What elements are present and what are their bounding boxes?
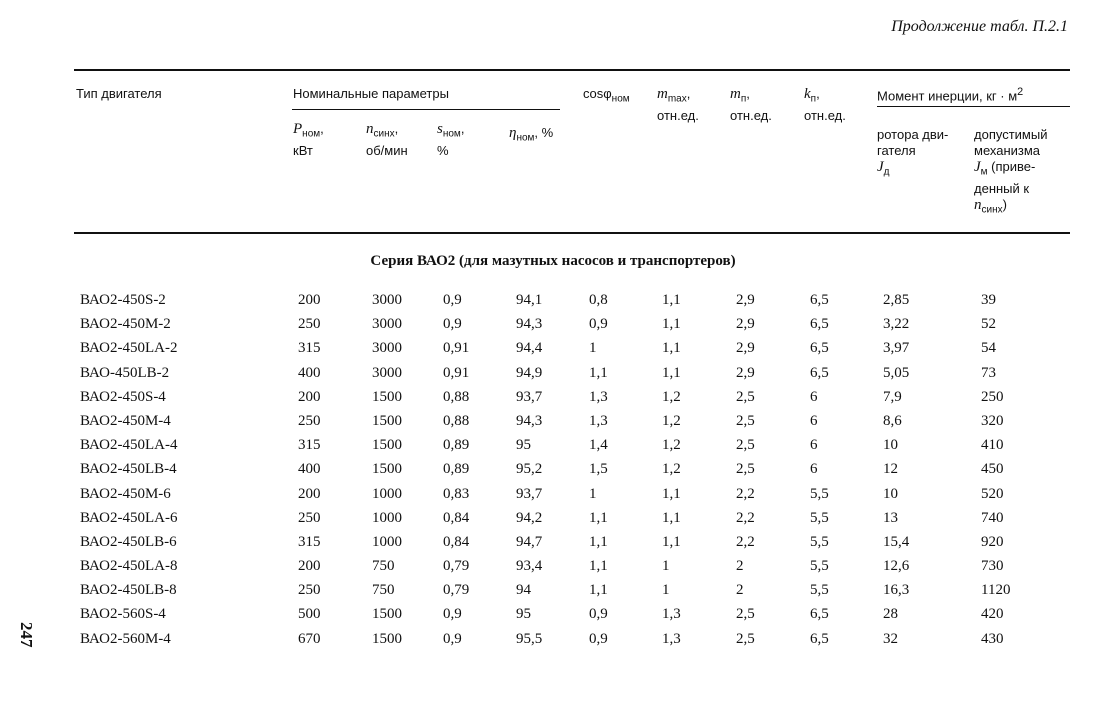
cell-type: ВАО2-450S-4	[80, 388, 166, 405]
cell-j-mechanism: 520	[981, 485, 1004, 502]
header-cos-symbol: cosφ	[583, 86, 612, 101]
header-m-p-sub: п	[740, 93, 747, 105]
cell-cos-phi: 1,1	[589, 509, 608, 526]
cell-type: ВАО2-560S-4	[80, 606, 166, 623]
cell-cos-phi: 0,8	[589, 292, 608, 308]
cell-k-p: 6,5	[810, 316, 829, 333]
cell-n-sync: 1500	[372, 437, 402, 454]
cell-eta-nom: 94,7	[516, 533, 543, 550]
cell-type: ВАО2-450LA-8	[80, 558, 178, 575]
header-eta-nom-tail: , %	[534, 125, 554, 140]
cell-type: ВАО2-450LA-6	[80, 509, 178, 526]
cell-m-max: 1,1	[662, 340, 681, 357]
cell-j-rotor: 32	[883, 630, 898, 647]
cell-n-sync: 750	[372, 558, 395, 575]
header-mech-line5-tail: )	[1002, 196, 1007, 212]
cell-j-rotor: 5,05	[883, 364, 910, 381]
header-eta-nom-symbol: η	[509, 125, 517, 141]
cell-cos-phi: 1,1	[589, 364, 608, 381]
cell-type: ВАО-450LB-2	[80, 364, 170, 381]
header-k-p	[804, 86, 846, 124]
cell-m-max: 1,1	[662, 485, 681, 502]
cell-j-mechanism: 430	[981, 630, 1004, 647]
cell-p-nom: 200	[298, 485, 321, 502]
cell-type: ВАО2-450LA-4	[80, 437, 178, 454]
cell-m-p: 2,5	[736, 461, 755, 478]
nominal-params-rule	[292, 109, 560, 110]
cell-type: ВАО2-560М-4	[80, 630, 171, 647]
table-row	[0, 556, 1106, 580]
cell-j-mechanism: 450	[981, 461, 1004, 478]
header-eta-nom-sub: ном	[516, 132, 535, 144]
table-row	[0, 604, 1106, 628]
header-k-p-unit: отн.ед.	[804, 107, 846, 123]
cell-n-sync: 3000	[372, 340, 402, 357]
cell-j-rotor: 12	[883, 461, 898, 478]
cell-type: ВАО2-450LB-4	[80, 461, 177, 478]
header-s-nom-unit: %	[437, 142, 449, 158]
header-rotor-line1: ротора дви-	[877, 127, 949, 142]
cell-cos-phi: 1	[589, 485, 597, 502]
cell-m-p: 2,5	[736, 606, 755, 623]
header-n-sync-tail: ,	[394, 121, 399, 136]
cell-m-p: 2,9	[736, 364, 755, 381]
header-k-p-sub: п	[810, 93, 817, 105]
cell-j-mechanism: 320	[981, 412, 1004, 429]
header-s-nom	[437, 121, 464, 159]
cell-j-mechanism: 420	[981, 606, 1004, 623]
cell-m-max: 1,1	[662, 364, 681, 381]
cell-s-nom: 0,91	[443, 364, 470, 381]
header-n-sync-symbol: n	[366, 121, 374, 137]
cell-cos-phi: 1	[589, 340, 597, 357]
cell-m-p: 2,9	[736, 292, 755, 308]
cell-m-p: 2,5	[736, 388, 755, 405]
table-row	[0, 435, 1106, 459]
header-inertia-sup: 2	[1017, 86, 1024, 98]
cell-p-nom: 500	[298, 606, 321, 623]
cell-j-mechanism: 54	[981, 340, 996, 357]
header-n-sync-sub: синх	[373, 128, 395, 140]
header-m-p-tail: ,	[746, 86, 750, 101]
table-row	[0, 580, 1106, 604]
cell-m-max: 1	[662, 558, 670, 575]
cell-s-nom: 0,83	[443, 485, 470, 502]
header-m-p	[730, 86, 772, 124]
cell-s-nom: 0,79	[443, 558, 470, 575]
cell-m-max: 1,1	[662, 533, 681, 550]
header-s-nom-symbol: s	[437, 121, 443, 137]
cell-n-sync: 1500	[372, 630, 402, 647]
header-m-p-symbol: m	[730, 86, 741, 102]
cell-j-rotor: 15,4	[883, 533, 910, 550]
table-row	[0, 314, 1106, 338]
cell-p-nom: 250	[298, 316, 321, 333]
cell-type: ВАО2-450М-2	[80, 316, 171, 333]
header-eta-nom	[509, 125, 553, 147]
cell-n-sync: 1500	[372, 606, 402, 623]
header-p-nom-tail: ,	[320, 121, 324, 136]
cell-s-nom: 0,89	[443, 461, 470, 478]
header-nominal: Номинальные параметры	[293, 86, 449, 101]
cell-m-max: 1,1	[662, 292, 681, 308]
header-mech-line1: допустимый	[974, 127, 1048, 142]
page-number: 247	[17, 622, 36, 648]
cell-k-p: 6	[810, 412, 818, 429]
cell-j-mechanism: 1120	[981, 582, 1011, 599]
cell-m-p: 2,9	[736, 340, 755, 357]
cell-k-p: 6,5	[810, 630, 829, 647]
cell-type: ВАО2-450LB-8	[80, 582, 177, 599]
header-mech-sub: м	[980, 166, 988, 178]
cell-k-p: 5,5	[810, 509, 829, 526]
cell-m-p: 2,2	[736, 533, 755, 550]
header-m-max-unit: отн.ед.	[657, 107, 699, 123]
cell-s-nom: 0,9	[443, 292, 462, 308]
header-mech-line3: (приве-	[987, 159, 1036, 174]
cell-j-mechanism: 410	[981, 437, 1004, 454]
table-row	[0, 629, 1106, 653]
cell-n-sync: 750	[372, 582, 395, 599]
table-row	[0, 484, 1106, 508]
cell-k-p: 6,5	[810, 364, 829, 381]
header-rotor-line2: гателя	[877, 143, 916, 158]
header-mech-line4: денный к	[974, 180, 1030, 196]
cell-eta-nom: 94,3	[516, 412, 543, 429]
cell-n-sync: 1000	[372, 533, 402, 550]
cell-p-nom: 200	[298, 388, 321, 405]
cell-type: ВАО2-450S-2	[80, 292, 166, 308]
cell-j-rotor: 3,22	[883, 316, 910, 333]
cell-s-nom: 0,84	[443, 533, 470, 550]
cell-cos-phi: 1,4	[589, 437, 608, 454]
cell-eta-nom: 95	[516, 606, 531, 623]
cell-j-rotor: 2,85	[883, 292, 910, 308]
cell-j-mechanism: 730	[981, 558, 1004, 575]
cell-j-mechanism: 920	[981, 533, 1004, 550]
cell-j-rotor: 10	[883, 437, 898, 454]
cell-eta-nom: 93,4	[516, 558, 543, 575]
inertia-rule	[877, 106, 1070, 107]
header-m-p-unit: отн.ед.	[730, 107, 772, 123]
cell-j-rotor: 13	[883, 509, 898, 526]
header-p-nom-unit: кВт	[293, 142, 313, 158]
cell-k-p: 5,5	[810, 558, 829, 575]
cell-eta-nom: 94,2	[516, 509, 543, 526]
cell-j-mechanism: 73	[981, 364, 996, 381]
header-mech-line2: механизма	[974, 143, 1041, 158]
cell-eta-nom: 93,7	[516, 485, 543, 502]
cell-cos-phi: 0,9	[589, 316, 608, 333]
cell-m-max: 1,2	[662, 388, 681, 405]
cell-cos-phi: 1,5	[589, 461, 608, 478]
cell-m-max: 1,1	[662, 509, 681, 526]
header-s-nom-tail: ,	[460, 121, 465, 136]
header-m-max	[657, 86, 699, 124]
cell-p-nom: 400	[298, 461, 321, 478]
header-rotor-symbol: J	[877, 159, 884, 175]
cell-n-sync: 1000	[372, 509, 402, 526]
cell-eta-nom: 94,4	[516, 340, 543, 357]
cell-p-nom: 315	[298, 340, 321, 357]
header-s-nom-sub: ном	[442, 128, 461, 140]
header-p-nom	[293, 121, 324, 159]
cell-s-nom: 0,9	[443, 316, 462, 333]
cell-s-nom: 0,88	[443, 412, 470, 429]
header-p-nom-symbol: P	[293, 121, 303, 137]
cell-cos-phi: 1,1	[589, 533, 608, 550]
header-mech-line5-symbol: n	[974, 196, 982, 213]
table-body	[0, 290, 1106, 653]
cell-k-p: 6,5	[810, 606, 829, 623]
table-row	[0, 338, 1106, 362]
cell-p-nom: 400	[298, 364, 321, 381]
table-row	[0, 532, 1106, 556]
cell-m-max: 1,2	[662, 412, 681, 429]
cell-eta-nom: 95,5	[516, 630, 543, 647]
cell-p-nom: 200	[298, 558, 321, 575]
table-caption: Продолжение табл. П.2.1	[891, 18, 1068, 35]
cell-eta-nom: 94,1	[516, 292, 543, 308]
cell-n-sync: 1500	[372, 388, 402, 405]
cell-type: ВАО2-450М-6	[80, 485, 171, 502]
cell-m-p: 2,9	[736, 316, 755, 333]
cell-cos-phi: 1,3	[589, 412, 608, 429]
cell-p-nom: 250	[298, 509, 321, 526]
cell-cos-phi: 0,9	[589, 606, 608, 623]
header-rotor	[877, 127, 948, 181]
cell-j-mechanism: 52	[981, 316, 996, 333]
cell-k-p: 5,5	[810, 533, 829, 550]
table-row	[0, 459, 1106, 483]
cell-s-nom: 0,88	[443, 388, 470, 405]
cell-eta-nom: 95,2	[516, 461, 543, 478]
cell-type: ВАО2-450LB-6	[80, 533, 177, 550]
cell-k-p: 6,5	[810, 292, 829, 308]
cell-n-sync: 3000	[372, 292, 402, 308]
cell-p-nom: 200	[298, 292, 321, 308]
cell-s-nom: 0,79	[443, 582, 470, 599]
cell-p-nom: 250	[298, 412, 321, 429]
cell-s-nom: 0,9	[443, 606, 462, 623]
cell-m-p: 2	[736, 582, 744, 599]
cell-m-max: 1,1	[662, 316, 681, 333]
cell-j-rotor: 7,9	[883, 388, 902, 405]
cell-m-max: 1,2	[662, 461, 681, 478]
table-row	[0, 290, 1106, 314]
cell-eta-nom: 95	[516, 437, 531, 454]
cell-p-nom: 250	[298, 582, 321, 599]
table-row	[0, 363, 1106, 387]
cell-n-sync: 1000	[372, 485, 402, 502]
cell-eta-nom: 94	[516, 582, 531, 599]
cell-j-rotor: 28	[883, 606, 898, 623]
cell-j-mechanism: 740	[981, 509, 1004, 526]
header-mech-line5-sub: синх	[981, 204, 1003, 216]
cell-cos-phi: 1,3	[589, 388, 608, 405]
cell-s-nom: 0,9	[443, 630, 462, 647]
cell-m-max: 1,2	[662, 437, 681, 454]
table-row	[0, 508, 1106, 532]
cell-j-mechanism: 250	[981, 388, 1004, 405]
header-mechanism	[974, 127, 1047, 218]
cell-k-p: 6	[810, 437, 818, 454]
cell-j-rotor: 3,97	[883, 340, 910, 357]
header-k-p-tail: ,	[816, 86, 820, 101]
cell-type: ВАО2-450М-4	[80, 412, 171, 429]
table-header-bottom-rule	[74, 232, 1070, 234]
cell-type: ВАО2-450LA-2	[80, 340, 178, 357]
cell-m-p: 2,2	[736, 485, 755, 502]
header-cos-sub: ном	[611, 93, 630, 105]
cell-s-nom: 0,84	[443, 509, 470, 526]
cell-j-rotor: 8,6	[883, 412, 902, 429]
header-mech-symbol: J	[974, 159, 981, 175]
cell-eta-nom: 93,7	[516, 388, 543, 405]
table-row	[0, 411, 1106, 435]
cell-eta-nom: 94,9	[516, 364, 543, 381]
cell-m-p: 2,5	[736, 437, 755, 454]
cell-k-p: 6,5	[810, 340, 829, 357]
cell-p-nom: 315	[298, 533, 321, 550]
header-m-max-sub: max	[667, 93, 687, 105]
cell-n-sync: 1500	[372, 412, 402, 429]
cell-m-p: 2,5	[736, 630, 755, 647]
cell-m-p: 2,5	[736, 412, 755, 429]
header-k-p-symbol: k	[804, 86, 811, 102]
cell-j-rotor: 10	[883, 485, 898, 502]
cell-j-rotor: 12,6	[883, 558, 910, 575]
header-m-max-symbol: m	[657, 86, 668, 102]
cell-cos-phi: 0,9	[589, 630, 608, 647]
cell-m-max: 1	[662, 582, 670, 599]
table-row	[0, 387, 1106, 411]
header-m-max-tail: ,	[686, 86, 691, 101]
cell-m-p: 2	[736, 558, 744, 575]
header-inertia	[877, 84, 1023, 104]
cell-cos-phi: 1,1	[589, 558, 608, 575]
cell-k-p: 5,5	[810, 485, 829, 502]
cell-m-max: 1,3	[662, 630, 681, 647]
header-type: Тип двигателя	[76, 86, 162, 101]
header-rotor-sub: д	[883, 166, 890, 178]
cell-n-sync: 3000	[372, 316, 402, 333]
cell-k-p: 6	[810, 461, 818, 478]
cell-cos-phi: 1,1	[589, 582, 608, 599]
header-inertia-label: Момент инерции, кг · м	[877, 88, 1018, 104]
cell-m-p: 2,2	[736, 509, 755, 526]
cell-n-sync: 1500	[372, 461, 402, 478]
cell-s-nom: 0,89	[443, 437, 470, 454]
header-n-sync	[366, 121, 408, 159]
table-top-rule	[74, 69, 1070, 71]
cell-j-rotor: 16,3	[883, 582, 910, 599]
cell-k-p: 5,5	[810, 582, 829, 599]
cell-j-mechanism: 39	[981, 292, 996, 308]
series-title: Серия ВАО2 (для мазутных насосов и транспортеров)	[370, 253, 736, 269]
cell-m-max: 1,3	[662, 606, 681, 623]
cell-p-nom: 670	[298, 630, 321, 647]
header-p-nom-sub: ном	[302, 128, 321, 140]
cell-k-p: 6	[810, 388, 818, 405]
header-n-sync-unit: об/мин	[366, 142, 408, 158]
cell-s-nom: 0,91	[443, 340, 470, 357]
cell-eta-nom: 94,3	[516, 316, 543, 333]
header-cos	[583, 86, 630, 108]
cell-p-nom: 315	[298, 437, 321, 454]
cell-n-sync: 3000	[372, 364, 402, 381]
